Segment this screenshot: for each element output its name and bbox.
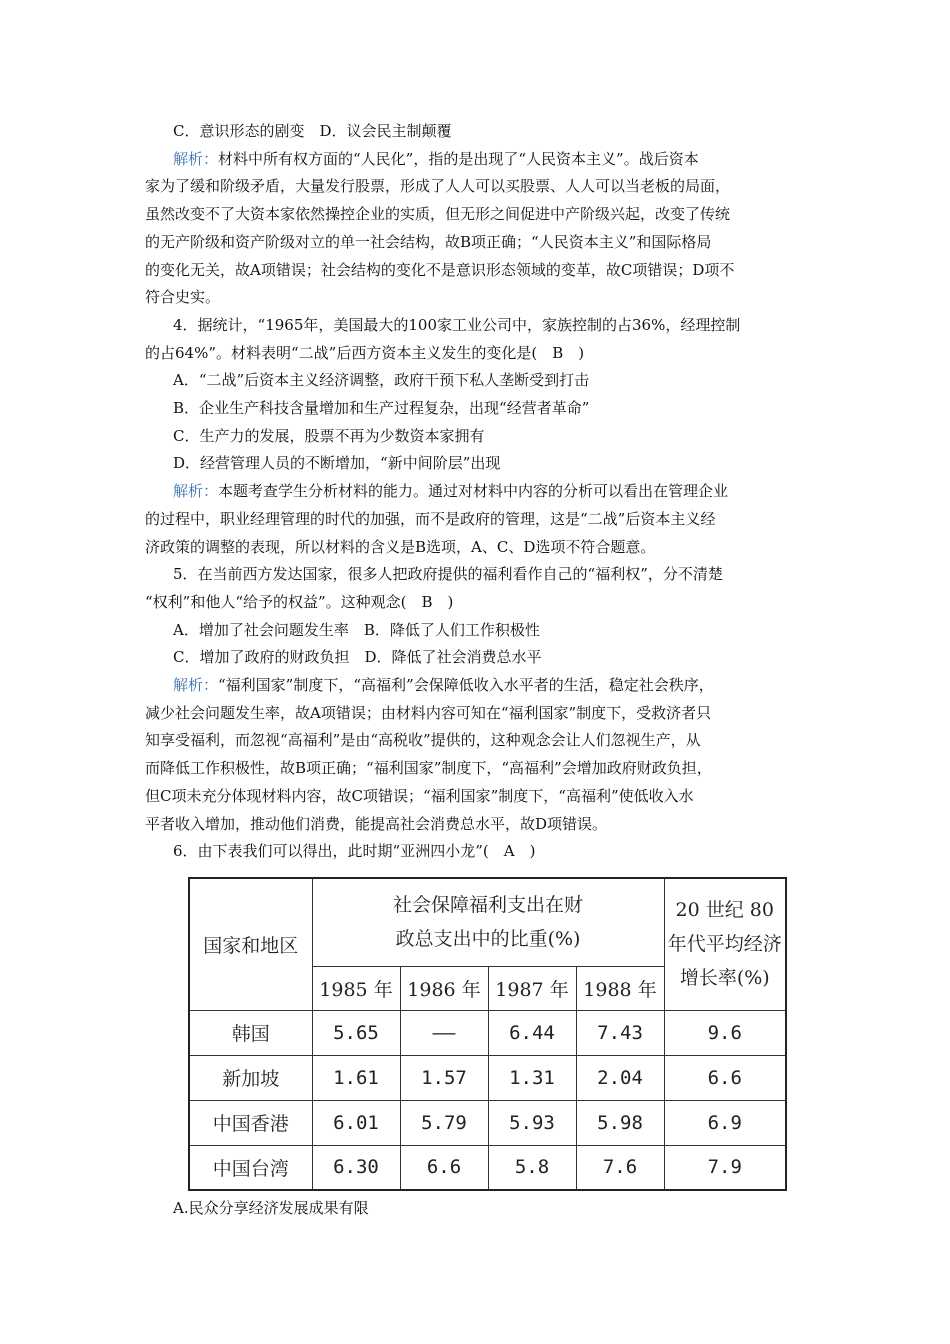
line-text: 知享受福利，而忽视“高福利”是由“高税收”提供的，这种观念会让人们忽视生产，从 [145,731,701,749]
line-text: A．“二战”后资本主义经济调整，政府干预下私人垄断受到打击 [173,371,590,389]
cell-growth: 9.6 [664,1010,786,1055]
line-text: C．增加了政府的财政负担 D．降低了社会消费总水平 [173,648,542,666]
analysis-label: 解析： [173,676,219,694]
option-a-line: A.民众分享经济发展成果有限 [173,1199,369,1217]
line-text: 但C项未充分体现材料内容，故C项错误；“福利国家”制度下，“高福利”使低收入水 [145,787,694,805]
cell-value: 6.30 [312,1145,400,1190]
line-text: 家为了缓和阶级矛盾，大量发行股票，形成了人人可以买股票、人人可以当老板的局面， [145,177,731,195]
header-year: 1988 年 [576,966,664,1010]
text-line [145,537,815,557]
line-text: “权利”和他人“给予的权益”。这种观念( B ) [145,593,454,611]
analysis-label: 解析： [173,150,219,168]
text-line [173,426,843,446]
cell-value: 1.31 [488,1055,576,1100]
line-text: 6．由下表我们可以得出，此时期“亚洲四小龙”( A ) [173,842,536,860]
cell-value: 6.6 [400,1145,488,1190]
line-text: 材料中所有权方面的“人民化”，指的是出现了“人民资本主义”。战后资本 [218,150,699,168]
line-text: 5．在当前西方发达国家，很多人把政府提供的福利看作自己的“福利权”，分不清楚 [173,565,723,583]
text-line [173,481,843,501]
cell-value: 7.6 [576,1145,664,1190]
text-line [145,509,815,529]
text-line [145,176,815,196]
table-row [189,1055,786,1100]
line-text: 本题考查学生分析材料的能力。通过对材料中内容的分析可以看出在管理企业 [218,482,729,500]
text-line [173,453,843,473]
header-growth-line2: 年代平均经济 [667,933,782,956]
header-growth-line3: 增长率(%) [679,967,770,990]
cell-region: 中国台湾 [189,1145,312,1190]
header-year: 1987 年 [488,966,576,1010]
text-line [173,647,843,667]
table-row [189,1100,786,1145]
text-line [173,370,843,390]
header-year: 1985 年 [312,966,400,1010]
cell-growth: 6.6 [664,1055,786,1100]
cell-value: 6.01 [312,1100,400,1145]
cell-value: 1.57 [400,1055,488,1100]
text-line [145,814,815,834]
line-text: 的变化无关，故A项错误；社会结构的变化不是意识形态领域的变革，故C项错误；D项不 [145,261,735,279]
text-line [173,620,843,640]
text-line [173,121,843,141]
line-text: 而降低工作积极性，故B项正确；“福利国家”制度下，“高福利”会增加政府财政负担， [145,759,712,777]
text-line [145,287,815,307]
table-row [189,1010,786,1055]
line-text: 济政策的调整的表现，所以材料的含义是B选项，A、C、D选项不符合题意。 [145,538,656,556]
line-text: C．意识形态的剧变 D．议会民主制颠覆 [173,122,452,140]
welfare-table-wrapper [188,877,785,1189]
text-line [173,149,843,169]
cell-value: 5.98 [576,1100,664,1145]
text-line [145,730,815,750]
cell-value: 7.43 [576,1010,664,1055]
cell-growth: 6.9 [664,1100,786,1145]
welfare-table [188,877,787,1191]
text-line [173,841,843,861]
text-line [145,758,815,778]
header-year: 1986 年 [400,966,488,1010]
text-line [145,232,815,252]
text-line [145,703,815,723]
text-line [145,786,815,806]
header-welfare [312,878,664,966]
header-growth [664,878,786,1010]
line-text: 4．据统计，“1965年，美国最大的100家工业公司中，家族控制的占36%，经理控制 [173,316,741,334]
header-growth-line1: 20 世纪 80 [675,899,774,922]
text-line [173,398,843,418]
line-text: 减少社会问题发生率，故A项错误；由材料内容可知在“福利国家”制度下，受救济者只 [145,704,712,722]
line-text: 平者收入增加，推动他们消费，能提高社会消费总水平，故D项错误。 [145,815,608,833]
line-text: B．企业生产科技含量增加和生产过程复杂，出现“经营者革命” [173,399,590,417]
line-text: 符合史实。 [145,288,221,306]
cell-growth: 7.9 [664,1145,786,1190]
cell-value: 5.93 [488,1100,576,1145]
header-welfare-line2: 政总支出中的比重(%) [395,928,581,951]
text-line [173,315,843,335]
text-line [145,343,815,363]
header-region: 国家和地区 [189,878,312,1010]
cell-value: 5.79 [400,1100,488,1145]
text-line [145,260,815,280]
cell-region: 中国香港 [189,1100,312,1145]
line-text: D．经营管理人员的不断增加，“新中间阶层”出现 [173,454,501,472]
header-welfare-line1: 社会保障福利支出在财 [393,894,584,917]
cell-value: —— [400,1010,488,1055]
line-text: 的无产阶级和资产阶级对立的单一社会结构，故B项正确；“人民资本主义”和国际格局 [145,233,712,251]
cell-region: 韩国 [189,1010,312,1055]
line-text: 的过程中，职业经理管理的时代的加强，而不是政府的管理，这是“二战”后资本主义经 [145,510,716,528]
table-row [189,1145,786,1190]
cell-value: 2.04 [576,1055,664,1100]
analysis-label: 解析： [173,482,219,500]
text-line [145,204,815,224]
text-line [173,564,843,584]
cell-value: 5.65 [312,1010,400,1055]
line-text: 的占64%”。材料表明“二战”后西方资本主义发生的变化是( B ) [145,344,585,362]
line-text: 虽然改变不了大资本家依然操控企业的实质，但无形之间促进中产阶级兴起，改变了传统 [145,205,731,223]
line-text: “福利国家”制度下，“高福利”会保障低收入水平者的生活，稳定社会秩序， [218,676,714,694]
cell-value: 6.44 [488,1010,576,1055]
cell-value: 1.61 [312,1055,400,1100]
text-line [173,675,843,695]
line-text: A．增加了社会问题发生率 B．降低了人们工作积极性 [173,621,540,639]
cell-value: 5.8 [488,1145,576,1190]
line-text: C．生产力的发展，股票不再为少数资本家拥有 [173,427,485,445]
cell-region: 新加坡 [189,1055,312,1100]
text-line [145,592,815,612]
